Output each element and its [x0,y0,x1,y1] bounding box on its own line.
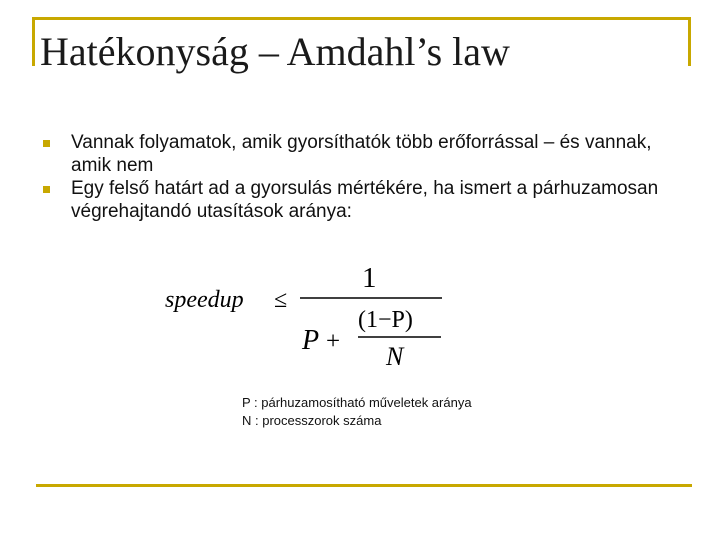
formula-n: N [386,342,404,371]
right-border [688,17,691,66]
bottom-border [36,484,692,487]
amdahl-formula [160,255,450,375]
formula-lhs: speedup [165,287,244,313]
slide-title: Hatékonyság – Amdahl’s law [40,29,510,74]
bullet-item [40,177,680,223]
square-bullet-icon [43,186,50,193]
legend-line-p: P : párhuzamosítható műveletek aránya [242,395,472,410]
left-border [32,17,35,66]
bullet-item [40,131,680,177]
formula-p: P [302,325,320,356]
legend-line-n: N : processzorok száma [242,413,382,428]
formula-numerator: 1 [362,262,377,294]
formula-inner-numerator: (1−P) [358,307,413,333]
square-bullet-icon [43,140,50,147]
formula-relation: ≤ [274,287,288,313]
bullet-list [40,131,680,223]
top-border [32,17,691,20]
formula-plus: + [326,328,341,355]
bullet-text: Vannak folyamatok, amik gyorsíthatók több erőforrással – és vannak, amik nem [71,132,652,176]
formula-legend [242,394,472,430]
bullet-text: Egy felső határt ad a gyorsulás mértékére, ha ismert a párhuzamosan végrehajtandó utasítások aránya: [71,178,659,222]
